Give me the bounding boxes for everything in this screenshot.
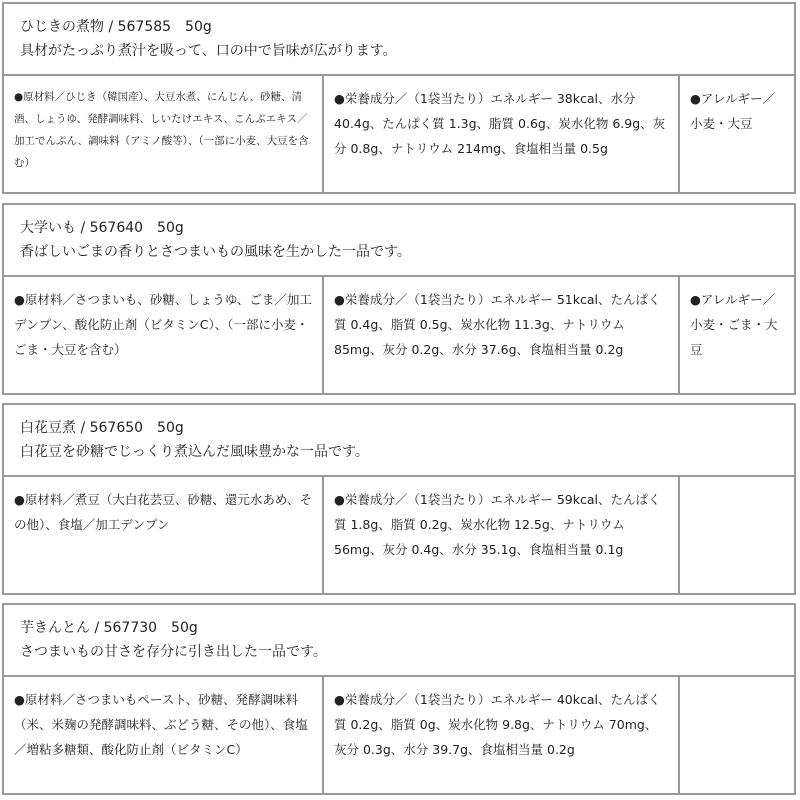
- nutrition-cell: ●栄養成分／（1袋当たり）エネルギー 59kcal、たんぱく質 1.8g、脂質 0.2g、炭水化物 12.5g、ナトリウム 56mg、灰分 0.4g、水分 35.1g、食塩相当量 0.1g: [324, 477, 680, 593]
- product-description: 香ばしいごまの香りとさつまいもの風味を生かした一品です。: [20, 244, 411, 260]
- ingredients-cell: ●原材料／ひじき（韓国産）、大豆水煮、にんじん、砂糖、清酒、しょうゆ、発酵調味料、しいたけエキス、こんぶエキス／加工でんぷん、調味料（アミノ酸等）、（一部に小麦、大豆を含む）: [4, 76, 324, 192]
- product-description: 具材がたっぷり煮汁を吸って、口の中で旨味が広がります。: [20, 43, 397, 59]
- product-title: 大学いも / 567640 50g: [20, 220, 184, 236]
- product-info-table: [4, 74, 794, 192]
- ingredients-cell: ●原材料／さつまいも、砂糖、しょうゆ、ごま／加工デンプン、酸化防止剤（ビタミンC）、（一部に小麦・ごま・大豆を含む）: [4, 277, 324, 393]
- product-card: [2, 403, 796, 595]
- nutrition-cell: ●栄養成分／（1袋当たり）エネルギー 38kcal、水分 40.4g、たんぱく質 1.3g、脂質 0.6g、炭水化物 6.9g、灰分 0.8g、ナトリウム 214mg、食塩相当量 0.5g: [324, 76, 680, 192]
- ingredients-cell: ●原材料／さつまいもペースト、砂糖、発酵調味料（米、米麹の発酵調味料、ぶどう糖、その他）、食塩／増粘多糖類、酸化防止剤（ビタミンC）: [4, 677, 324, 793]
- product-card: [2, 2, 796, 194]
- product-description: さつまいもの甘さを存分に引き出した一品です。: [20, 644, 327, 660]
- allergy-cell: ●アレルギー／小麦・ごま・大豆: [690, 292, 778, 357]
- product-title: 白花豆煮 / 567650 50g: [20, 420, 184, 436]
- ingredients-cell: ●原材料／煮豆（大白花芸豆、砂糖、還元水あめ、その他）、食塩／加工デンプン: [4, 477, 324, 593]
- product-description: 白花豆を砂糖でじっくり煮込んだ風味豊かな一品です。: [20, 444, 369, 460]
- product-title: ひじきの煮物 / 567585 50g: [20, 19, 212, 35]
- product-card: [2, 203, 796, 395]
- nutrition-cell: ●栄養成分／（1袋当たり）エネルギー 51kcal、たんぱく質 0.4g、脂質 0.5g、炭水化物 11.3g、ナトリウム 85mg、灰分 0.2g、水分 37.6g、食塩相当量 0.2g: [324, 277, 680, 393]
- product-info-table: [4, 475, 794, 593]
- nutrition-cell: ●栄養成分／（1袋当たり）エネルギー 40kcal、たんぱく質 0.2g、脂質 0g、炭水化物 9.8g、ナトリウム 70mg、灰分 0.3g、水分 39.7g、食塩相当量 0.2g: [324, 677, 680, 793]
- product-card: [2, 603, 796, 795]
- allergy-cell: [680, 677, 794, 793]
- product-info-table: [4, 675, 794, 793]
- product-title: 芋きんとん / 567730 50g: [20, 620, 198, 636]
- allergy-cell: [680, 477, 794, 593]
- allergy-cell: ●アレルギー／小麦・大豆: [690, 91, 776, 131]
- product-info-table: [4, 275, 794, 393]
